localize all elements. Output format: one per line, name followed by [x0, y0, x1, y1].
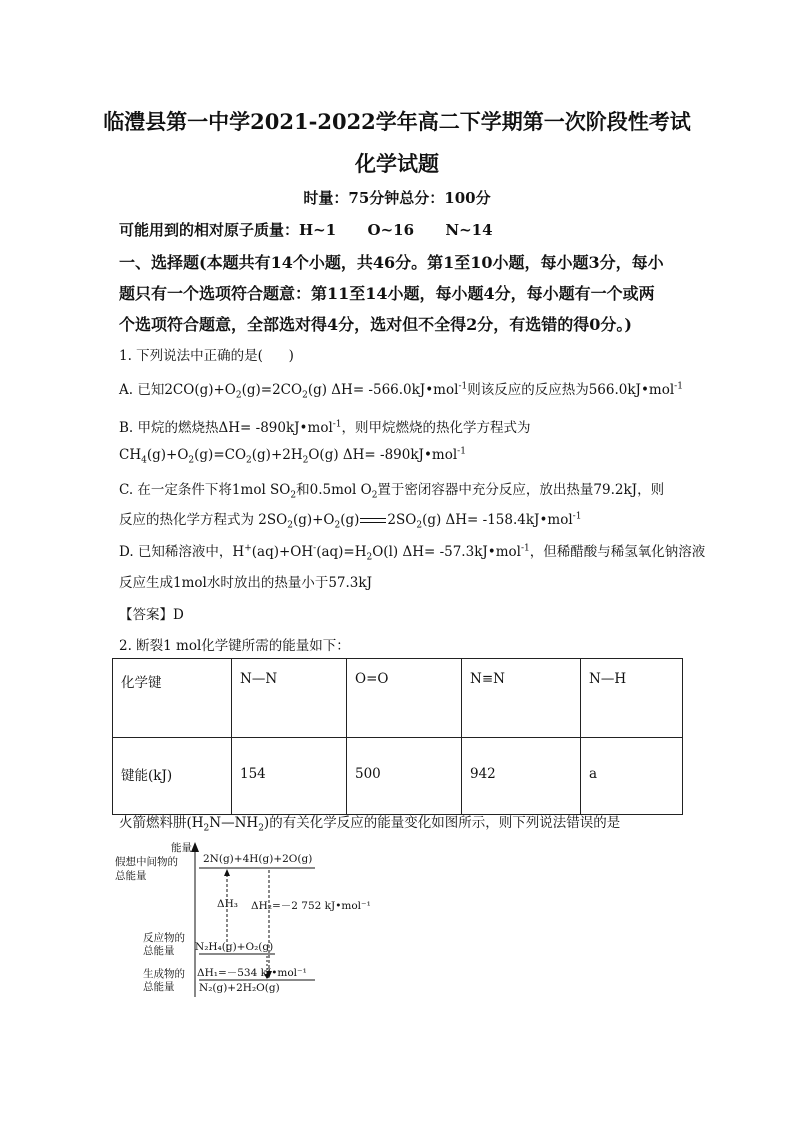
equilibrium-arrow-icon [360, 516, 386, 526]
q1-option-c-line-2: 反应的热化学方程式为 $2SO_2(g)+O_2(g)$ $2SO_2(g)$ ΔH= -158.4kJ•mol$^{-1}$ [119, 511, 582, 531]
table-header-row [113, 659, 683, 738]
table-cell: 154 [232, 738, 347, 815]
atomic-mass: 可能用到的相对原子质量：H~1 O~16 N~14 [119, 221, 493, 239]
dh3-label: ΔH₃ [217, 898, 238, 910]
level-bottom-label: N₂(g)+2H₂O(g) [199, 982, 280, 994]
q1-answer: 【答案】D [119, 607, 184, 623]
table-cell: 化学键 [113, 659, 232, 738]
table-cell: 500 [347, 738, 462, 815]
level-top-label: 2N(g)+4H(g)+2O(g) [203, 853, 313, 865]
q1-option-d-line-2: 反应生成1mol水时放出的热量小于57.3kJ [119, 575, 372, 591]
section-line-3: 个选项符合题意，全部选对得4分，选对但不全得2分，有选错的得0分。) [119, 315, 632, 334]
label-intermediate-1: 假想中间物的 [115, 856, 178, 868]
table-cell: 键能(kJ) [113, 738, 232, 815]
label-product-1: 生成物的 [143, 968, 185, 980]
q1-option-b-line-2: $CH_4(g)+O_2(g)=CO_2(g)+2H_2O(g)$ ΔH= -890kJ•mol$^{-1}$ [119, 446, 466, 466]
energy-level-diagram [115, 840, 375, 1000]
time-score: 时量：75分钟总分：100分 [303, 189, 491, 207]
table-cell: N≡N [462, 659, 581, 738]
table-cell: N—H [581, 659, 683, 738]
diagram-y-title: 能量 [171, 842, 192, 854]
table-cell: a [581, 738, 683, 815]
q2-stem: 2. 断裂1 mol化学键所需的能量如下： [119, 638, 350, 654]
section-line-1: 一、选择题(本题共有14个小题，共46分。第1至10小题，每小题3分，每小 [119, 253, 664, 272]
label-reactant-2: 总能量 [143, 945, 175, 957]
q1-stem: 1. 下列说法中正确的是( ) [119, 348, 294, 364]
q1-option-d-line-1: D. 已知稀溶液中，$H^+(aq)+OH^-(aq)=H_2O(l)$ ΔH= -57.3kJ•mol$^{-1}$，但稀醋酸与稀氢氧化钠溶液 [119, 543, 706, 563]
label-intermediate-2: 总能量 [115, 870, 147, 882]
subject-title: 化学试题 [355, 151, 439, 176]
q1-option-a: A. 已知$2CO(g)+O_2(g)=2CO_2(g)$ ΔH= -566.0kJ•mol$^{-1}$则该反应的反应热为566.0kJ•mol$^{-1}$ [119, 381, 683, 401]
dh1-label: ΔH₁=－534 kJ•mol⁻¹ [197, 967, 307, 979]
dh2-label: ΔH₂=－2 752 kJ•mol⁻¹ [251, 900, 371, 912]
table-cell: O=O [347, 659, 462, 738]
exam-title: 临澧县第一中学2021-2022学年高二下学期第一次阶段性考试 [103, 109, 691, 134]
q1-option-c-line-1: C. 在一定条件下将1mol $SO_2$和0.5mol $O_2$置于密闭容器中充分反应，放出热量79.2kJ，则 [119, 482, 665, 501]
table-cell: N—N [232, 659, 347, 738]
bond-energy-table [112, 658, 683, 815]
section-line-2: 题只有一个选项符合题意：第11至14小题，每小题4分，每小题有一个或两 [119, 284, 655, 303]
table-row [113, 738, 683, 815]
level-mid-label: N₂H₄(g)+O₂(g) [195, 941, 274, 953]
q2-followup: 火箭燃料肼$(H_2N—NH_2)$的有关化学反应的能量变化如图所示，则下列说法错误的是 [119, 815, 621, 834]
label-product-2: 总能量 [143, 981, 175, 993]
q1-option-b-line-1: B. 甲烷的燃烧热ΔH= -890kJ•mol$^{-1}$，则甲烷燃烧的热化学方程式为 [119, 419, 531, 436]
label-reactant-1: 反应物的 [143, 932, 185, 944]
table-cell: 942 [462, 738, 581, 815]
